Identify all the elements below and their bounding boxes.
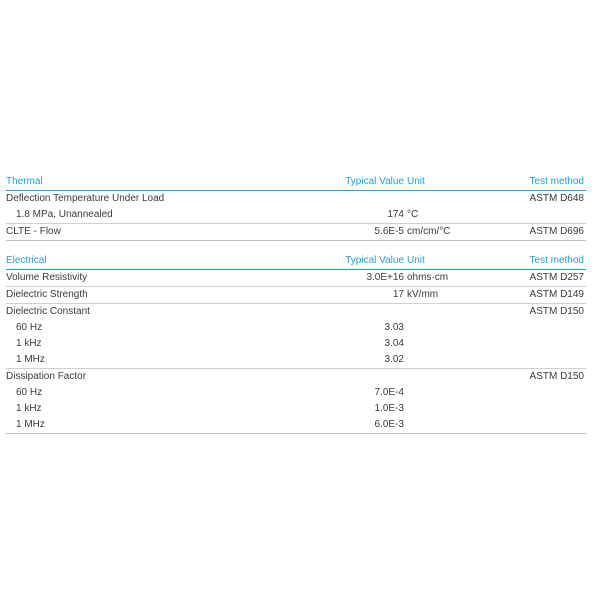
table-row [6,352,586,369]
property-condition: 1 MHz [16,354,45,365]
property-name: Dielectric Strength [6,289,88,300]
electrical-header-row [6,253,586,270]
thermal-section [6,174,586,241]
typical-value-header: Typical Value [345,176,404,187]
unit-header: Unit [407,255,425,266]
property-value: 17 [392,289,404,300]
typical-value-header: Typical Value [345,255,404,266]
table-row [6,287,586,304]
property-condition: 1 kHz [16,403,42,414]
test-method: ASTM D150 [529,306,584,317]
test-method: ASTM D696 [529,226,584,237]
table-row [6,417,586,434]
table-row [6,304,586,320]
property-value: 5.6E-5 [374,226,404,237]
property-unit: °C [407,209,419,220]
property-name: Deflection Temperature Under Load [6,193,165,204]
property-condition: 60 Hz [16,322,43,333]
test-method-header: Test method [529,255,584,266]
test-method: ASTM D150 [529,371,584,382]
table-row [6,270,586,287]
property-value: 6.0E-3 [374,419,404,430]
table-row [6,191,586,207]
property-unit: ohms·cm [407,272,449,283]
property-value: 3.04 [384,338,404,349]
table-row [6,207,586,224]
test-method: ASTM D648 [529,193,584,204]
property-condition: 1 MHz [16,419,45,430]
thermal-section-title: Thermal [6,176,43,187]
property-unit: kV/mm [407,289,439,300]
property-value: 3.02 [384,354,404,365]
test-method-header: Test method [529,176,584,187]
unit-header: Unit [407,176,425,187]
property-value: 3.0E+16 [366,272,404,283]
test-method: ASTM D257 [529,272,584,283]
table-row [6,224,586,241]
property-value: 174 [387,209,404,220]
property-name: Volume Resistivity [6,272,88,283]
table-row [6,369,586,385]
electrical-section [6,253,586,434]
property-value: 3.03 [384,322,404,333]
table-row [6,385,586,401]
property-data-sheet [6,174,586,434]
property-value: 7.0E-4 [374,387,404,398]
table-row [6,320,586,336]
property-value: 1.0E-3 [374,403,404,414]
table-row [6,401,586,417]
thermal-header-row [6,174,586,191]
table-row [6,336,586,352]
property-condition: 1 kHz [16,338,42,349]
test-method: ASTM D149 [529,289,584,300]
property-unit: cm/cm/°C [407,226,451,237]
property-name: CLTE - Flow [6,226,61,237]
property-condition: 1.8 MPa, Unannealed [16,209,113,220]
electrical-section-title: Electrical [6,255,47,266]
property-name: Dielectric Constant [6,306,90,317]
property-name: Dissipation Factor [6,371,87,382]
property-condition: 60 Hz [16,387,43,398]
